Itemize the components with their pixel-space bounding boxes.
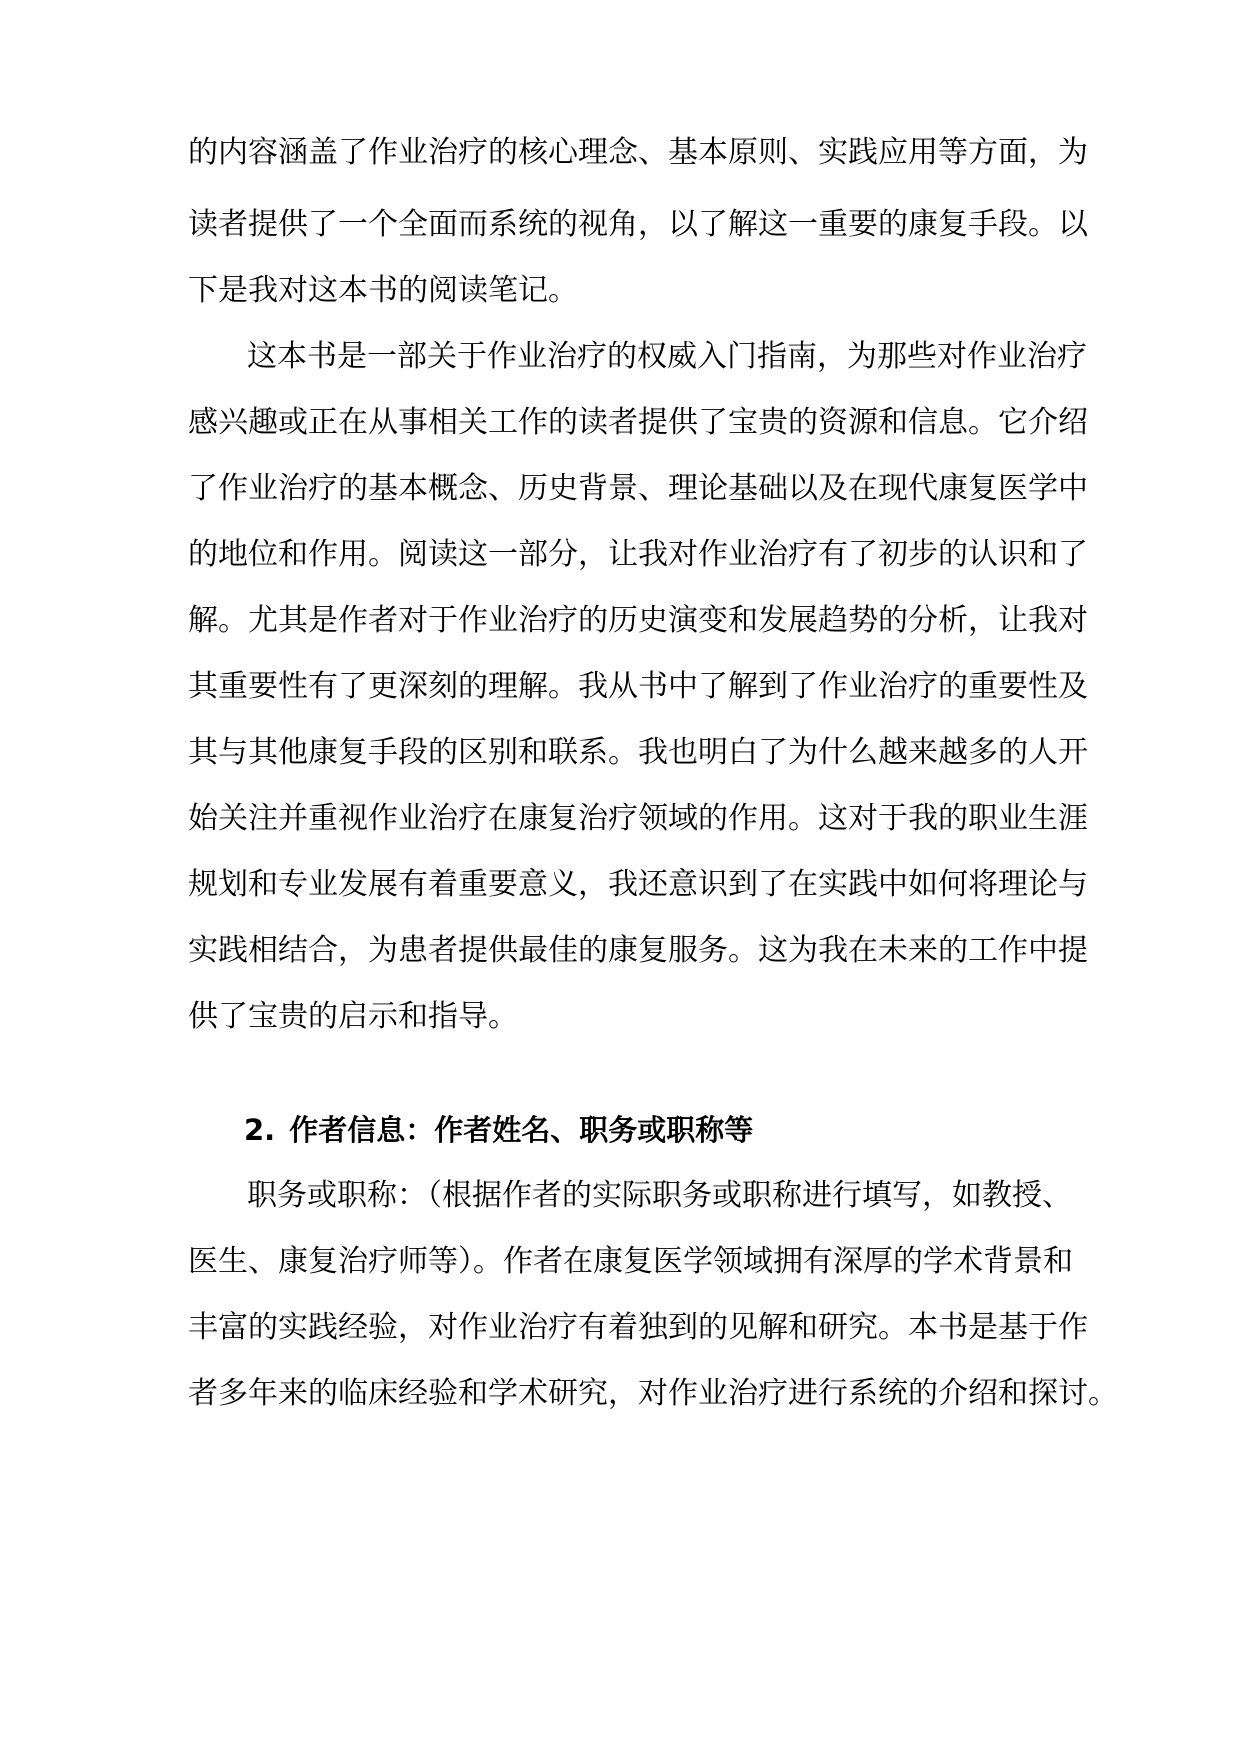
section-title: 作者信息：作者姓名、职务或职称等: [289, 1113, 754, 1147]
paragraph-2-line-2: 感兴趣或正在从事相关工作的读者提供了宝贵的资源和信息。它介绍: [188, 405, 1088, 440]
paragraph-2-line-1: 这本书是一部关于作业治疗的权威入门指南，为那些对作业治疗: [247, 339, 1087, 374]
paragraph-2-line-9: 规划和专业发展有着重要意义，我还意识到了在实践中如何将理论与: [188, 867, 1088, 902]
paragraph-2-line-10: 实践相结合，为患者提供最佳的康复服务。这为我在未来的工作中提: [188, 933, 1088, 968]
paragraph-3-line-1: 职务或职称：（根据作者的实际职务或职称进行填写，如教授、: [247, 1178, 1072, 1213]
section-number: 2.: [244, 1113, 276, 1147]
paragraph-2-line-11: 供了宝贵的启示和指导。: [188, 999, 518, 1034]
paragraph-2-line-7: 其与其他康复手段的区别和联系。我也明白了为什么越来越多的人开: [188, 735, 1088, 770]
paragraph-2-line-6: 其重要性有了更深刻的理解。我从书中了解到了作业治疗的重要性及: [188, 669, 1088, 704]
paragraph-2-line-8: 始关注并重视作业治疗在康复治疗领域的作用。这对于我的职业生涯: [188, 801, 1088, 836]
paragraph-2-line-5: 解。尤其是作者对于作业治疗的历史演变和发展趋势的分析，让我对: [188, 603, 1088, 638]
paragraph-3-line-2: 医生、康复治疗师等）。作者在康复医学领域拥有深厚的学术背景和: [188, 1244, 1073, 1279]
paragraph-1-line-2: 读者提供了一个全面而系统的视角，以了解这一重要的康复手段。以: [188, 207, 1088, 242]
paragraph-3-line-4: 者多年来的临床经验和学术研究，对作业治疗进行系统的介绍和探讨。: [188, 1376, 1118, 1411]
paragraph-1-line-3: 下是我对这本书的阅读笔记。: [188, 273, 578, 308]
section-heading: [244, 1110, 753, 1150]
paragraph-1-line-1: 的内容涵盖了作业治疗的核心理念、基本原则、实践应用等方面，为: [188, 135, 1088, 170]
paragraph-2-line-4: 的地位和作用。阅读这一部分，让我对作业治疗有了初步的认识和了: [188, 537, 1088, 572]
paragraph-3-line-3: 丰富的实践经验，对作业治疗有着独到的见解和研究。本书是基于作: [188, 1310, 1088, 1345]
paragraph-2-line-3: 了作业治疗的基本概念、历史背景、理论基础以及在现代康复医学中: [188, 471, 1088, 506]
